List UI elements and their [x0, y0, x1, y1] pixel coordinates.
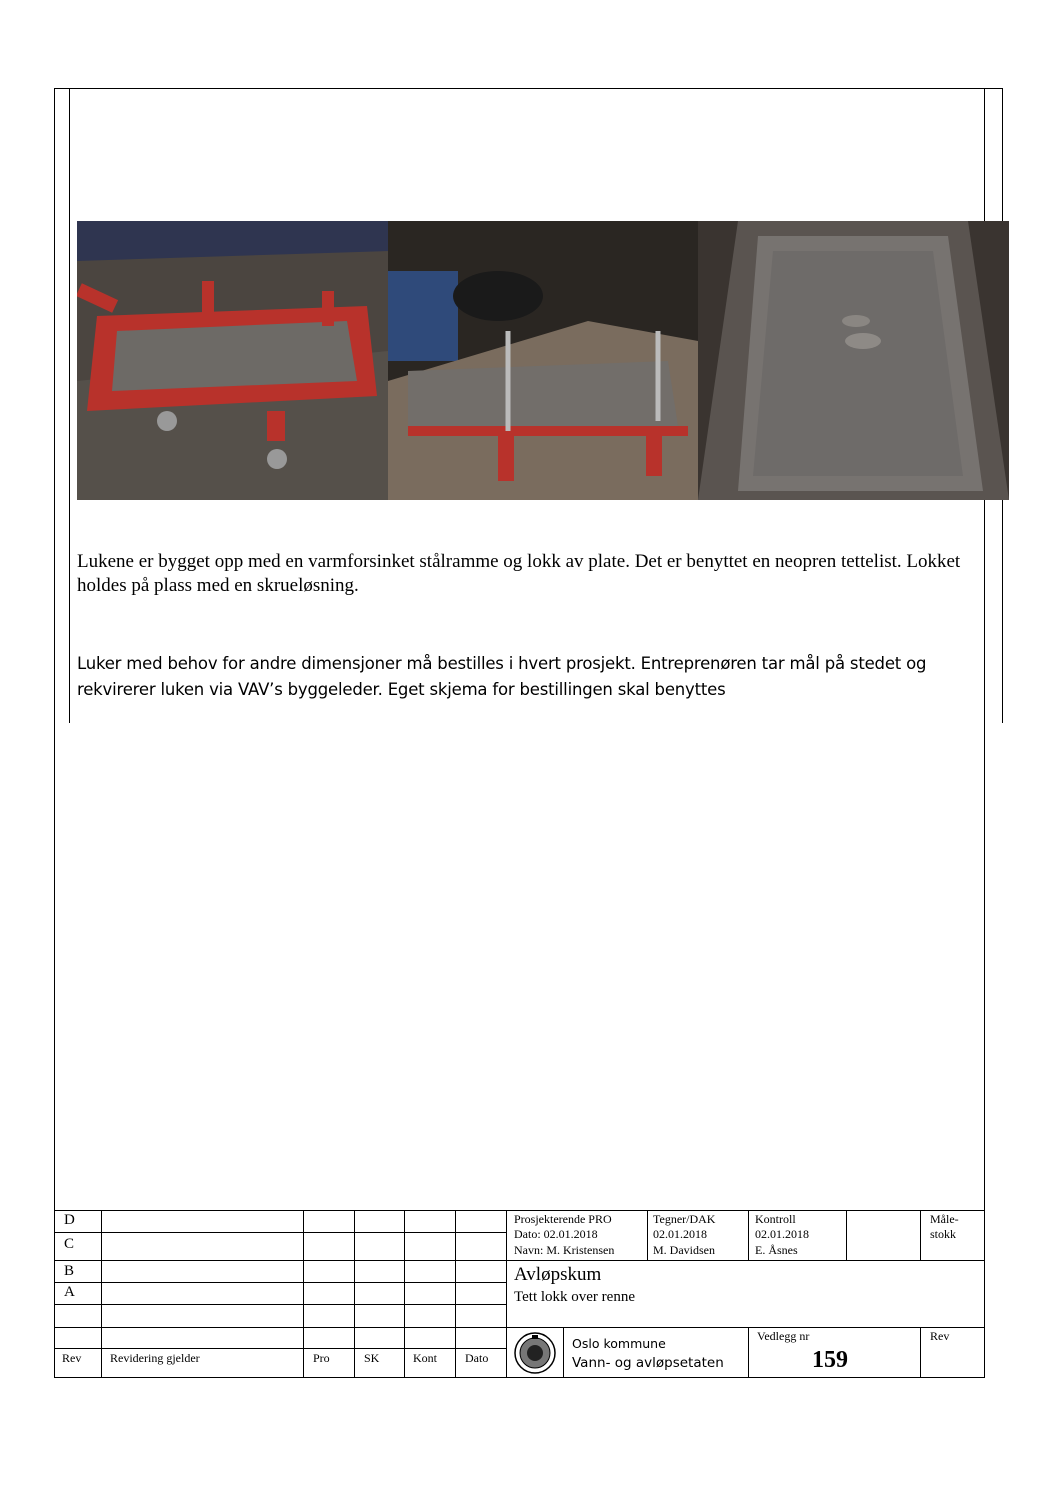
malestokk-label-1: Måle- — [930, 1212, 959, 1226]
tb-vline-revidering — [303, 1210, 304, 1377]
photo-frame-assembly — [77, 221, 388, 500]
tegner-name: M. Davidsen — [653, 1243, 715, 1257]
frame-inner-left — [69, 88, 70, 723]
tb-vline-org — [748, 1327, 749, 1377]
frame-top — [54, 88, 985, 89]
kontroll-date: 02.01.2018 — [755, 1227, 809, 1241]
header-sk: SK — [364, 1351, 380, 1365]
tb-vline-sk — [404, 1210, 405, 1377]
rev-label: Rev — [930, 1329, 950, 1343]
rev-letter-c: C — [64, 1236, 75, 1252]
frame-inner-top — [984, 88, 1003, 89]
kontroll-label: Kontroll — [755, 1212, 796, 1226]
tb-line-d — [54, 1232, 507, 1233]
tegner-date: 02.01.2018 — [653, 1227, 707, 1241]
prosjekterende-label: Prosjekterende PRO — [514, 1212, 612, 1226]
tb-vline-kontroll — [748, 1210, 749, 1260]
header-kont: Kont — [413, 1351, 437, 1365]
vedlegg-number: 159 — [812, 1347, 848, 1373]
tb-vline-kont — [455, 1210, 456, 1377]
tb-line-header — [54, 1348, 507, 1349]
drawing-title: Avløpskum — [514, 1264, 602, 1285]
frame-left — [54, 88, 55, 1378]
tb-vline-logo — [563, 1328, 564, 1377]
drawing-subtitle: Tett lokk over renne — [514, 1289, 635, 1305]
header-revidering: Revidering gjelder — [110, 1351, 200, 1365]
org-name: Oslo kommune — [572, 1336, 666, 1351]
tb-line-b — [54, 1282, 507, 1283]
tb-line-a — [54, 1304, 507, 1305]
vedlegg-label: Vedlegg nr — [757, 1329, 810, 1343]
ordering-paragraph: Luker med behov for andre dimensjoner må bestilles i hvert prosjekt. Entreprenøren tar mål på stedet og rekvirerer luken via VAV’s byggeleder. Eget skjema for bestillingen skal benyttes — [77, 654, 927, 699]
org-department: Vann- og avløpsetaten — [572, 1355, 724, 1371]
tb-line-c — [54, 1260, 985, 1261]
photo-lid-plate — [698, 221, 1009, 500]
tb-vline-dato — [506, 1210, 507, 1377]
frame-bottom — [54, 1377, 985, 1378]
prosjekterende-date: Dato: 02.01.2018 — [514, 1227, 598, 1241]
tb-vline-blank — [846, 1210, 847, 1260]
header-pro: Pro — [313, 1351, 330, 1365]
description-paragraph: Lukene er bygget opp med en varmforsinket stålramme og lokk av plate. Det er benyttet en neopren tettelist. Lokket holdes på plass med en skrueløsning. — [77, 551, 961, 596]
kontroll-name: E. Åsnes — [755, 1243, 798, 1257]
rev-letter-a: A — [64, 1284, 75, 1300]
photo-clamped-frame — [388, 221, 698, 500]
tb-vline-pro — [354, 1210, 355, 1377]
tb-vline-rev — [101, 1210, 102, 1377]
rev-letter-b: B — [64, 1263, 75, 1279]
rev-letter-d: D — [64, 1212, 75, 1228]
tb-vline-tegner — [647, 1210, 648, 1260]
tb-vline-malestokk — [920, 1210, 921, 1260]
oslo-kommune-seal-logo — [511, 1331, 559, 1375]
header-rev: Rev — [62, 1351, 82, 1365]
tb-vline-rev2 — [920, 1327, 921, 1377]
tegner-label: Tegner/DAK — [653, 1212, 716, 1226]
tb-line-empty — [54, 1327, 985, 1328]
malestokk-label-2: stokk — [930, 1227, 957, 1241]
header-dato: Dato — [465, 1351, 489, 1365]
prosjekterende-name: Navn: M. Kristensen — [514, 1243, 615, 1257]
